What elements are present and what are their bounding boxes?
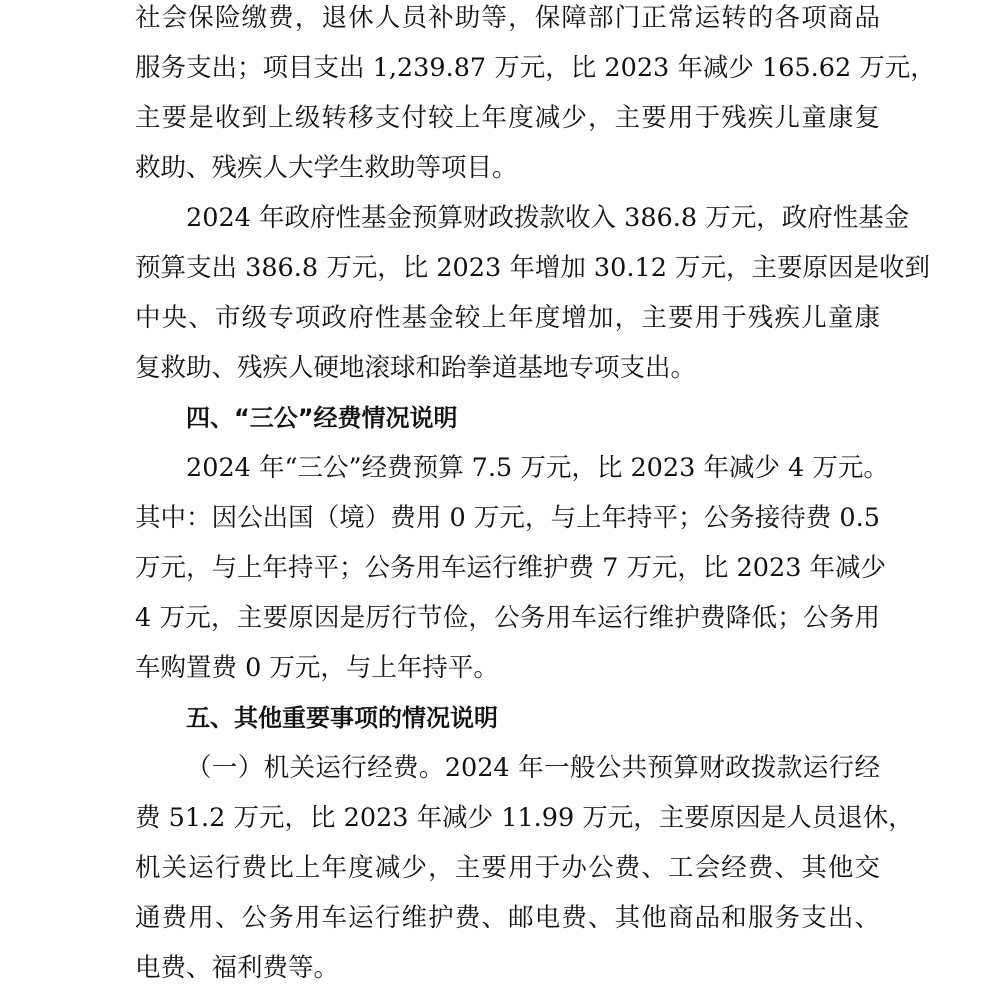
paragraph-line: （一）机关运行经费。2024 年一般公共预算财政拨款运行经	[186, 753, 880, 783]
paragraph-line: 主要是收到上级转移支付较上年度减少，主要用于残疾儿童康复	[135, 103, 880, 133]
section-heading-san-gong: 四、“三公”经费情况说明	[186, 404, 458, 432]
paragraph-line: 中央、市级专项政府性基金较上年度增加，主要用于残疾儿童康	[135, 303, 880, 333]
paragraph-line: 2024 年政府性基金预算财政拨款收入 386.8 万元，政府性基金	[186, 203, 910, 233]
paragraph-line: 电费、福利费等。	[135, 953, 340, 983]
section-heading-other-matters: 五、其他重要事项的情况说明	[186, 704, 498, 732]
paragraph-line: 通费用、公务用车运行维护费、邮电费、其他商品和服务支出、	[135, 903, 880, 933]
paragraph-line: 预算支出 386.8 万元，比 2023 年增加 30.12 万元，主要原因是收到	[135, 253, 931, 283]
paragraph-line: 服务支出；项目支出 1,239.87 万元，比 2023 年减少 165.62 万元，	[135, 53, 936, 83]
paragraph-line: 其中：因公出国（境）费用 0 万元，与上年持平；公务接待费 0.5	[135, 503, 880, 533]
paragraph-line: 2024 年“三公”经费预算 7.5 万元，比 2023 年减少 4 万元。	[186, 453, 889, 483]
paragraph-line: 费 51.2 万元，比 2023 年减少 11.99 万元，主要原因是人员退休，	[135, 803, 914, 833]
paragraph-line: 机关运行费比上年度减少，主要用于办公费、工会经费、其他交	[135, 853, 880, 883]
paragraph-line: 救助、残疾人大学生救助等项目。	[135, 153, 518, 183]
paragraph-line: 4 万元，主要原因是厉行节俭，公务用车运行维护费降低；公务用	[135, 603, 880, 633]
paragraph-line: 社会保险缴费，退休人员补助等，保障部门正常运转的各项商品	[135, 3, 880, 33]
paragraph-line: 万元，与上年持平；公务用车运行维护费 7 万元，比 2023 年减少	[135, 553, 887, 583]
paragraph-line: 车购置费 0 万元，与上年持平。	[135, 653, 499, 683]
paragraph-line: 复救助、残疾人硬地滚球和跆拳道基地专项支出。	[135, 353, 697, 383]
